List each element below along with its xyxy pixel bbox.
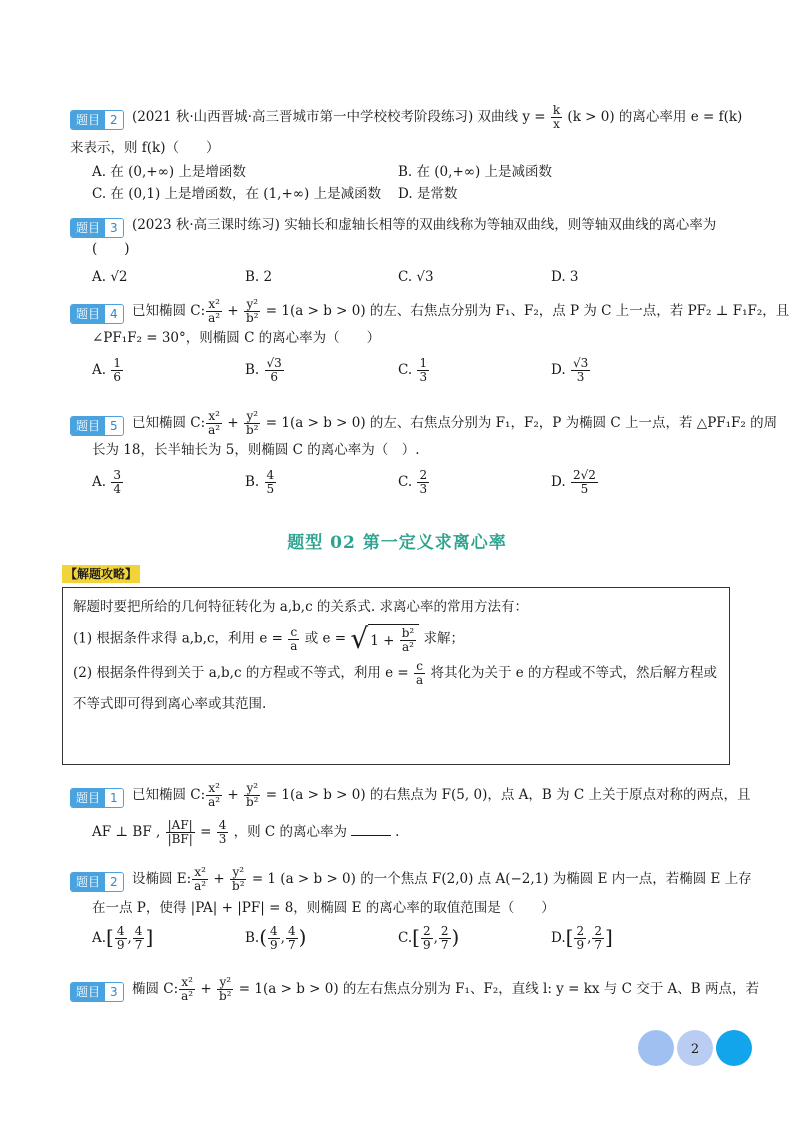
question-3: 题目 3 (2023 秋·高三课时练习) 实轴长和虚轴长相等的双曲线称为等轴双曲线，则等轴双曲线的离心率为 ( ) A. √2 B. 2 C. √3 D. 3 bbox=[70, 214, 730, 288]
options-row: A. $\frac{3}{4}$ B. $\frac{4}{5}$ C. $\frac{2}{3}$ D. $\frac{2√2}{5}$ bbox=[92, 468, 596, 496]
fraction: $\frac{c}{a}$ bbox=[416, 659, 424, 687]
fraction: $\frac{2}{7}$ bbox=[440, 924, 449, 952]
options-row: A. √2 B. 2 C. √3 D. 3 bbox=[92, 269, 579, 285]
page-circle-left bbox=[638, 1030, 674, 1066]
question-badge: 题目 2 bbox=[70, 872, 124, 892]
question-s2-1: 题目 1 已知椭圆 C: $\frac{\text{x²}}{\text{a²}}$ + $\frac{\text{y²}}{\text{b²}}$ = 1(a > b > 0) 的右焦点为 F(5, 0)，点 A，B 为 C 上关于原点对称的两点，且 AF ⊥ BF , $\frac{|AF|}{|BF|}$ = $\frac{4}{3}$ ，则 C 的离心率为 . bbox=[70, 782, 730, 846]
fraction: $\frac{\text{y²}}{\text{b²}}$ bbox=[246, 409, 259, 437]
fraction: $\frac{\text{b²}}{\text{a²}}$ bbox=[401, 626, 415, 654]
question-badge: 题目 5 bbox=[70, 416, 124, 436]
fraction: $\frac{\text{x²}}{\text{a²}}$ bbox=[181, 975, 194, 1003]
strategy-label: 【解题攻略】 bbox=[62, 565, 140, 583]
question-badge: 题目 3 bbox=[70, 982, 124, 1002]
fraction: $\frac{4}{7}$ bbox=[287, 924, 296, 952]
options-row: A.[ $\frac{4}{9}$ , $\frac{4}{7}$ ] B.( $\frac{4}{9}$ , $\frac{4}{7}$ ) C.[ $\frac{2}{9}$ , $\frac{2}{7}$ ) D.[ $\frac{2}{9}$ , $\frac{2}{7}$ ] bbox=[92, 924, 613, 952]
question-badge: 题目 1 bbox=[70, 788, 124, 808]
fraction: $\frac{2}{9}$ bbox=[422, 924, 431, 952]
fraction: $\frac{\text{x²}}{\text{a²}}$ bbox=[208, 409, 221, 437]
answer-blank bbox=[351, 835, 391, 836]
fraction: $\frac{k}{x}$ bbox=[552, 103, 561, 131]
page-number-decoration bbox=[636, 1028, 754, 1068]
question-s2-2: 题目 2 设椭圆 E: $\frac{\text{x²}}{\text{a²}}$ + $\frac{\text{y²}}{\text{b²}}$ = 1 (a > b > 0) 的一个焦点 F(2,0) 点 A(−2,1) 为椭圆 E 内一点，若椭圆 E 上存 在一点 P，使得 |PA| + |PF| = 8，则椭圆 E 的离心率的取值范围是（ ） A.[ $\frac{4}{9}$ , $\frac{4}{7}$ ] B.( $\frac{4}{9}$ , $\frac{4}{7}$ ) C.[ $\frac{2}{9}$ , $\frac{2}{7}$ ) D.[ $\frac{2}{9}$ , $\frac{2}{7}$ ] bbox=[70, 866, 730, 952]
fraction: $\frac{\text{y²}}{\text{b²}}$ bbox=[246, 781, 259, 809]
question-4: 题目 4 已知椭圆 C: $\frac{\text{x²}}{\text{a²}}$ + $\frac{\text{y²}}{\text{b²}}$ = 1(a > b > 0) 的左、右焦点分别为 F₁、F₂，点 P 为 C 上一点，若 PF₂ ⊥ F₁F₂，且 ∠PF₁F₂ = 30°，则椭圆 C 的离心率为（ ） A. $\frac{1}{6}$ B. $\frac{√3}{6}$ C. $\frac{1}{3}$ D. $\frac{√3}{3}$ bbox=[70, 298, 730, 384]
fraction: $\frac{4}{5}$ bbox=[266, 468, 275, 496]
page-circle-right bbox=[716, 1030, 752, 1066]
question-5: 题目 5 已知椭圆 C: $\frac{\text{x²}}{\text{a²}}$ + $\frac{\text{y²}}{\text{b²}}$ = 1(a > b > 0) 的左、右焦点分别为 F₁，F₂，P 为椭圆 C 上一点，若 △PF₁F₂ 的周 长为 18，长半轴长为 5，则椭圆 C 的离心率为（ ）. A. $\frac{3}{4}$ B. $\frac{4}{5}$ C. $\frac{2}{3}$ D. $\frac{2√2}{5}$ bbox=[70, 410, 730, 496]
fraction: $\frac{|AF|}{|BF|}$ bbox=[167, 818, 193, 846]
question-badge: 题目 4 bbox=[70, 304, 124, 324]
question-badge: 题目 3 bbox=[70, 218, 124, 238]
options-row: C. 在 (0,1) 上是增函数，在 (1,+∞) 上是减函数 D. 是常数 bbox=[92, 186, 458, 202]
fraction: $\frac{2}{3}$ bbox=[419, 468, 428, 496]
fraction: $\frac{2√2}{5}$ bbox=[572, 468, 596, 496]
options-row: A. $\frac{1}{6}$ B. $\frac{√3}{6}$ C. $\frac{1}{3}$ D. $\frac{√3}{3}$ bbox=[92, 356, 589, 384]
fraction: $\frac{2}{9}$ bbox=[576, 924, 585, 952]
fraction: $\frac{\text{y²}}{\text{b²}}$ bbox=[219, 975, 232, 1003]
fraction: $\frac{\text{y²}}{\text{b²}}$ bbox=[246, 297, 259, 325]
fraction: $\frac{2}{7}$ bbox=[594, 924, 603, 952]
fraction: $\frac{\text{y²}}{\text{b²}}$ bbox=[232, 865, 245, 893]
sqrt-expression: √ 1 + $\frac{\text{b²}}{\text{a²}}$ bbox=[350, 624, 419, 654]
strategy-box: 解题时要把所给的几何特征转化为 a,b,c 的关系式. 求离心率的常用方法有： (1) 根据条件求得 a,b,c，利用 e = $\frac{c}{a}$ 或 e = √ 1 + $\frac{\text{b²}}{\text{a²}}$ 求解； (2) 根据条件得到关于 a,b,c 的方程或不等式，利用 e = $\frac{c}{a}$ 将其化为关于 e 的方程或不等式，然后解方程或 不等式即可得到离心率或其范围. bbox=[62, 587, 730, 765]
fraction: $\frac{3}{4}$ bbox=[113, 468, 121, 496]
fraction: $\frac{4}{9}$ bbox=[116, 924, 125, 952]
fraction: $\frac{\text{x²}}{\text{a²}}$ bbox=[208, 297, 221, 325]
fraction: $\frac{1}{3}$ bbox=[419, 356, 428, 384]
fraction: $\frac{\text{x²}}{\text{a²}}$ bbox=[194, 865, 207, 893]
fraction: $\frac{√3}{3}$ bbox=[572, 356, 589, 384]
question-badge: 题目 2 bbox=[70, 110, 124, 130]
fraction: $\frac{√3}{6}$ bbox=[266, 356, 282, 384]
fraction: $\frac{4}{9}$ bbox=[270, 924, 278, 952]
page-number: 2 bbox=[690, 1042, 700, 1057]
fraction: $\frac{\text{x²}}{\text{a²}}$ bbox=[208, 781, 221, 809]
fraction: $\frac{c}{a}$ bbox=[290, 624, 298, 653]
fraction: $\frac{4}{3}$ bbox=[218, 818, 227, 846]
options-row: A. 在 (0,+∞) 上是增函数 B. 在 (0,+∞) 上是减函数 bbox=[92, 164, 553, 180]
question-s2-3: 题目 3 椭圆 C: $\frac{\text{x²}}{\text{a²}}$ + $\frac{\text{y²}}{\text{b²}}$ = 1(a > b > 0) 的左右焦点分别为 F₁、F₂，直线 l: y = kx 与 C 交于 A、B 两点，若 bbox=[70, 976, 730, 1003]
question-2: 题目 2 (2021 秋·山西晋城·高三晋城市第一中学校校考阶段练习) 双曲线 y = $\frac{k}{x}$ (k > 0) 的离心率用 e = f(k) 来表示，则 f(k)（ ） A. 在 (0,+∞) 上是增函数 B. 在 (0,+∞) 上是减函数 C. 在 (0,1) 上是增函数，在 (1,+∞) 上是减函数 D. 是常数 bbox=[70, 104, 730, 205]
fraction: $\frac{1}{6}$ bbox=[113, 356, 121, 384]
section-title: 题型 02 第一定义求离心率 bbox=[287, 533, 507, 553]
fraction: $\frac{4}{7}$ bbox=[134, 924, 143, 952]
